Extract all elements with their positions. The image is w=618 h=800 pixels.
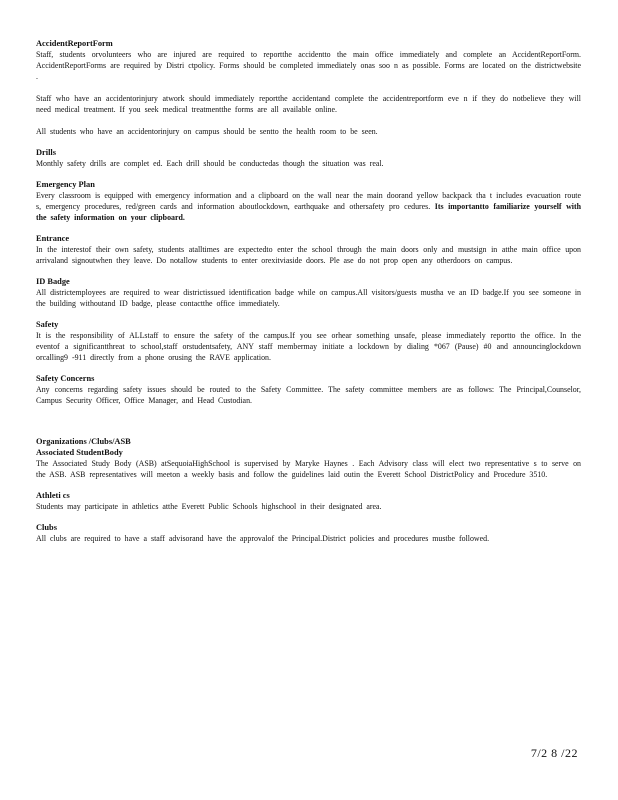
section-heading: Entrance bbox=[36, 234, 70, 243]
paragraph-text: Every classroom is equipped with emergency information and a clipboard on the wall near the main doorand yellow backpack tha t includes evacuation route s, emergency procedures, red/green cards and information aboutlockdown, earthquake and othersafety pro cedures. bbox=[36, 191, 581, 211]
section-emergency-plan bbox=[36, 179, 581, 223]
section-heading: Organizations /Clubs/ASB bbox=[36, 437, 131, 446]
paragraph: All students who have an accidentorinjury on campus should be sentto the health room to be seen. bbox=[36, 127, 378, 136]
section-id-badge bbox=[36, 276, 581, 309]
section-heading: Safety bbox=[36, 320, 59, 329]
section-heading: Athleti cs bbox=[36, 491, 70, 500]
paragraph: Staff who have an accidentorinjury atwork should immediately reportthe accidentand complete the accidentreportform eve n if they do notbelieve they will need medical treatment. If you seek medical treatmentthe forms are all available online. bbox=[36, 94, 581, 114]
paragraph: Monthly safety drills are complet ed. Each drill should be conductedas though the situation was real. bbox=[36, 159, 384, 168]
section-heading: AccidentReportForm bbox=[36, 39, 113, 48]
section-entrance bbox=[36, 233, 581, 266]
paragraph: Students may participate in athletics atthe Everett Public Schools highschool in their designated area. bbox=[36, 502, 382, 511]
paragraph: It is the responsibility of ALLstaff to ensure the safety of the campus.If you see orhear something unsafe, please immediately reportto the office. In the eventof a significantthreat to school,staff orstudentsafety, ANY staff membermay initiate a lockdown by dialing *067 (Pause) #0 and announcinglockdown orcalling9 -911 directly from a phone orusing the RAVE application. bbox=[36, 331, 581, 362]
paragraph: The Associated Study Body (ASB) atSequoiaHighSchool is supervised by Maryke Haynes . Each Advisory class will elect two representative s to serve on the ASB. ASB representatives will meeton a weekly basis and follow the guidelines laid outin the Everett School DistrictPolicy and Procedure 3510. bbox=[36, 459, 581, 479]
section-safety-concerns bbox=[36, 373, 581, 406]
footer-date: 7/2 8 /22 bbox=[530, 746, 578, 760]
section-accident-report bbox=[36, 38, 581, 137]
section-drills bbox=[36, 147, 581, 169]
section-organizations bbox=[36, 436, 581, 480]
section-safety bbox=[36, 319, 581, 363]
section-heading: Clubs bbox=[36, 523, 57, 532]
section-heading: Drills bbox=[36, 148, 57, 157]
section-heading: Safety Concerns bbox=[36, 374, 95, 383]
section-subheading: Associated StudentBody bbox=[36, 448, 123, 457]
paragraph: In the interestof their own safety, students atalltimes are expectedto enter the school through the main doors only and mustsign in atthe main office upon arrivaland signoutwhen they leave. Do notallow students to enter orexitviaside doors. Ple ase do not prop open any otherdoors on campus. bbox=[36, 245, 581, 265]
section-athletics bbox=[36, 490, 581, 512]
section-heading: ID Badge bbox=[36, 277, 70, 286]
section-heading: Emergency Plan bbox=[36, 180, 95, 189]
paragraph: All districtemployees are required to wear districtissued identification badge while on campus.All visitors/guests mustha ve an ID badge.If you see someone in the building withoutand ID badge, please contactthe office immediately. bbox=[36, 288, 581, 308]
section-spacer bbox=[36, 416, 581, 436]
document-page bbox=[36, 38, 581, 554]
section-clubs bbox=[36, 522, 581, 544]
paragraph: Staff, students orvolunteers who are injured are required to reportthe accidentto the main office immediately and complete an AccidentReportForm. AccidentReportForms are required by Distri ctpolicy. Forms should be completed immediately onas soo n as possible. Forms are located on the districtwebsite . bbox=[36, 50, 581, 81]
paragraph bbox=[36, 190, 581, 223]
emphasis-text: Its importantto familiarize yourself with the safety information on your clipboard. bbox=[36, 202, 581, 222]
paragraph: Any concerns regarding safety issues should be routed to the Safety Committee. The safety committee members are as follows: The Principal,Counselor, Campus Security Officer, Office Manager, and Head Custodian. bbox=[36, 385, 581, 405]
paragraph: All clubs are required to have a staff advisorand have the approvalof the Principal.District policies and procedures mustbe followed. bbox=[36, 534, 490, 543]
